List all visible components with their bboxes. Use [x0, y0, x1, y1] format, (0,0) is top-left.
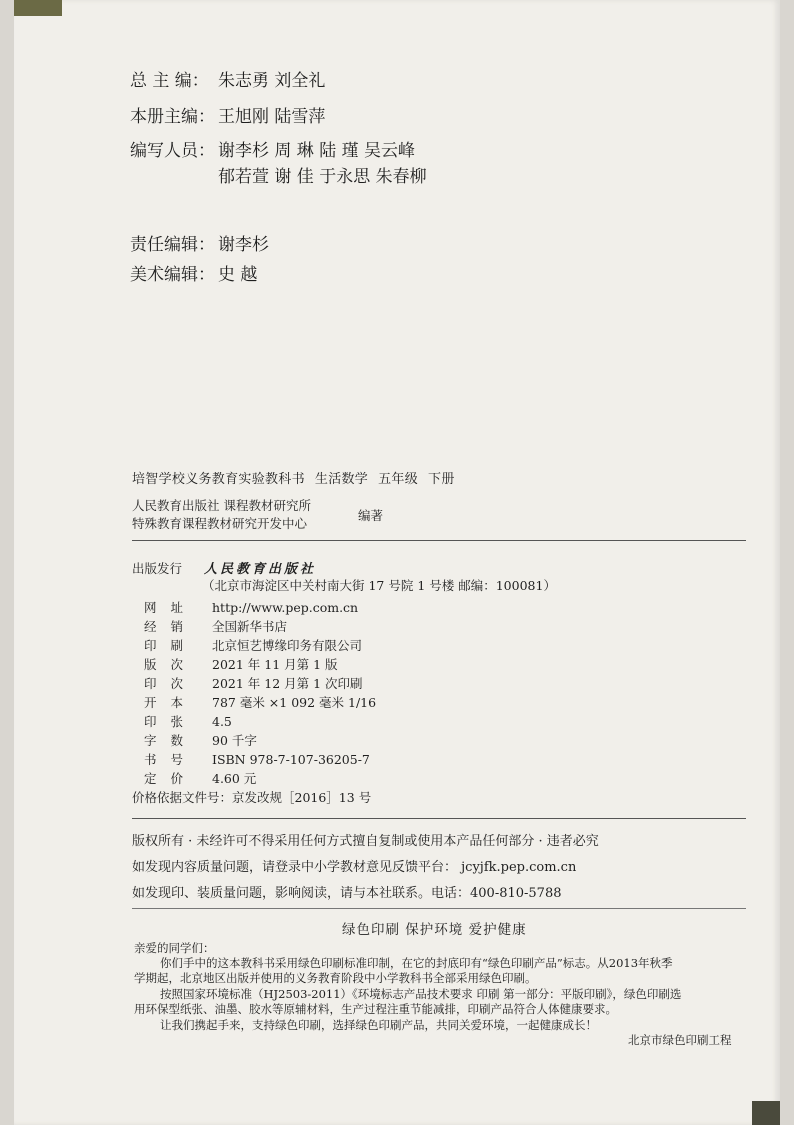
info-key: 经销: [144, 619, 198, 634]
issue-label: 出版发行: [132, 561, 183, 576]
divider: [132, 818, 746, 819]
background-corner: [752, 1101, 780, 1125]
credit-responsible-editor: [130, 230, 269, 255]
green-paragraph: 用环保型纸张、油墨、胶水等原辅材料，生产过程注重节能减排，印刷产品符合人体健康要求。: [134, 1002, 617, 1016]
credit-label: 编写人员：: [130, 141, 215, 161]
info-value: 787 毫米 ×1 092 毫米 1/16: [212, 695, 377, 710]
authorship-role: 编著: [358, 508, 384, 523]
info-key: 网址: [144, 600, 198, 615]
info-row-edition: [144, 655, 338, 673]
info-row-wordcount: [144, 731, 257, 749]
credit-value: 王旭刚 陆雪萍: [218, 107, 326, 127]
green-paragraph: 学期起，北京地区出版并使用的义务教育阶段中小学教科书全部采用绿色印刷。: [134, 971, 537, 985]
info-row-format: [144, 693, 376, 711]
green-signature: 北京市绿色印刷工程: [628, 1033, 732, 1047]
info-key: 版次: [144, 657, 198, 672]
info-key: 印刷: [144, 638, 198, 653]
issue-row: [132, 558, 316, 577]
credit-art-editor: [130, 260, 257, 285]
info-row-printer: [144, 636, 362, 654]
credit-value: 郁若萱 谢 佳 于永思 朱春柳: [218, 167, 427, 187]
info-value: 2021 年 12 月第 1 次印刷: [212, 676, 363, 691]
info-key: 定价: [144, 771, 198, 786]
content-feedback-line: 如发现内容质量问题，请登录中小学教材意见反馈平台： jcyjfk.pep.com.cn: [132, 860, 577, 875]
address-row: （北京市海淀区中关村南大街 17 号院 1 号楼 邮编：100081）: [202, 578, 556, 593]
info-value: http://www.pep.com.cn: [212, 600, 359, 615]
price-basis: 价格依据文件号：京发改规［2016］13 号: [132, 790, 372, 805]
series-title-line: [132, 468, 465, 487]
publisher-line-1: 人民教育出版社 课程教材研究所: [132, 498, 311, 513]
info-value: 90 千字: [212, 733, 257, 748]
green-paragraph: 你们手中的这本教科书采用绿色印刷标准印制，在它的封底印有“绿色印刷产品”标志。从2013年秋季: [160, 956, 673, 970]
info-value: ISBN 978-7-107-36205-7: [212, 752, 370, 767]
credit-label: 美术编辑：: [130, 265, 215, 285]
info-key: 字数: [144, 733, 198, 748]
info-value: 2021 年 11 月第 1 版: [212, 657, 338, 672]
credit-label: 总 主 编：: [130, 71, 209, 91]
credit-writers-cont: [130, 162, 427, 187]
info-row-isbn: [144, 750, 370, 768]
background-corner: [14, 0, 62, 16]
green-paragraph: 按照国家环境标准（HJ2503-2011）《环境标志产品技术要求 印刷 第一部分：平版印刷》，绿色印刷选: [160, 987, 682, 1001]
info-row-price: [144, 769, 256, 787]
credit-label: 责任编辑：: [130, 235, 215, 255]
info-value: 全国新华书店: [212, 619, 288, 634]
credit-volume-editor: [130, 102, 325, 127]
print-quality-line: 如发现印、装质量问题，影响阅读，请与本社联系。电话：400-810-5788: [132, 886, 562, 901]
green-paragraph: 让我们携起手来，支持绿色印刷，选择绿色印刷产品，共同关爱环境，一起健康成长！: [160, 1018, 597, 1032]
green-printing-title: 绿色印刷 保护环境 爱护健康: [342, 922, 527, 938]
credit-value: 谢李杉 周 琳 陆 瑾 吴云峰: [218, 141, 416, 161]
credit-writers: [130, 136, 415, 161]
info-row-printing: [144, 674, 363, 692]
book-page: [14, 0, 780, 1125]
credit-value: 史 越: [218, 265, 258, 285]
credit-label: 本册主编：: [130, 107, 215, 127]
divider: [132, 908, 746, 909]
divider: [132, 540, 746, 541]
series-volume: 下册: [428, 472, 455, 487]
series-subject: 生活数学: [314, 472, 369, 487]
info-key: 书号: [144, 752, 198, 767]
credit-value: 朱志勇 刘全礼: [218, 71, 326, 91]
credit-chief-editor: [130, 66, 325, 91]
info-value: 4.60 元: [212, 771, 257, 786]
info-row-sheets: [144, 712, 232, 730]
copyright-notice: 版权所有 · 未经许可不得采用任何方式擅自复制或使用本产品任何部分 · 违者必究: [132, 834, 599, 849]
info-value: 北京恒艺博缘印务有限公司: [212, 638, 363, 653]
green-greeting: 亲爱的同学们：: [134, 941, 215, 955]
info-key: 开本: [144, 695, 198, 710]
info-key: 印张: [144, 714, 198, 729]
series-title: 培智学校义务教育实验教科书: [132, 472, 305, 487]
info-value: 4.5: [212, 714, 232, 729]
book-series-block: [132, 468, 465, 531]
info-row-distributor: [144, 617, 287, 635]
info-row-website: [144, 598, 358, 616]
publisher-logo-text: 人民教育出版社: [203, 562, 316, 577]
publisher-line-2: 特殊教育课程教材研究开发中心: [132, 516, 308, 531]
series-grade: 五年级: [378, 472, 419, 487]
info-key: 印次: [144, 676, 198, 691]
credit-value: 谢李杉: [218, 235, 269, 255]
